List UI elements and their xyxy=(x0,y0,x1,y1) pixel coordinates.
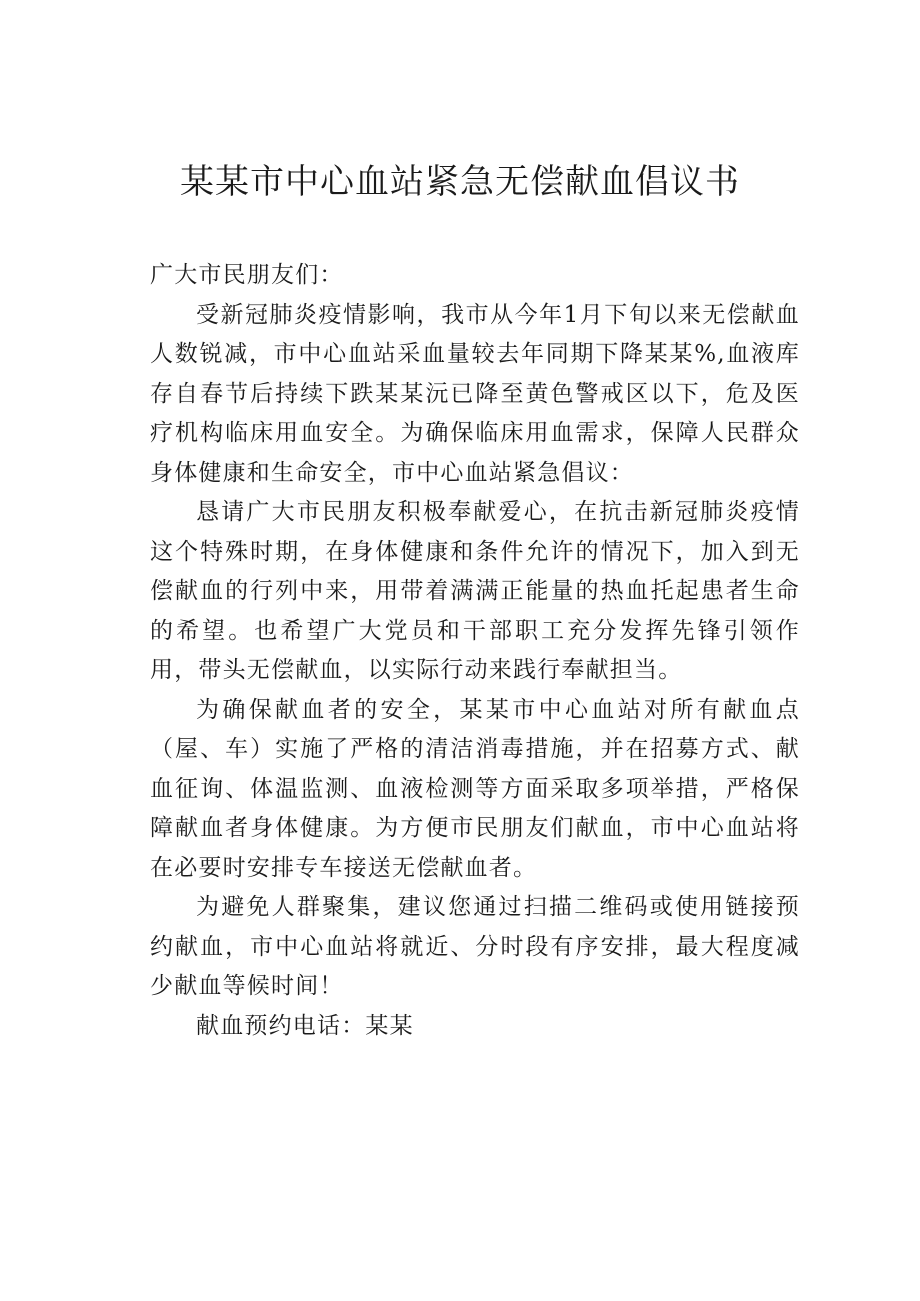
paragraph-appeal: 恳请广大市民朋友积极奉献爱心，在抗击新冠肺炎疫情这个特殊时期，在身体健康和条件允许的情况下，加入到无偿献血的行列中来，用带着满满正能量的热血托起患者生命的希望。也希望广大党员和干部职工充分发挥先锋引领作用，带头无偿献血，以实际行动来践行奉献担当。 xyxy=(150,499,800,683)
paragraph-situation: 受新冠肺炎疫情影响，我市从今年1月下旬以来无偿献血人数锐减，市中心血站采血量较去年同期下降某某%,血液库存自春节后持续下跌某某沅已降至黄色警戒区以下，危及医疗机构临床用血安全。为确保临床用血需求，保障人民群众身体健康和生命安全，市中心血站紧急倡议： xyxy=(150,301,800,486)
paragraph-safety-measures: 为确保献血者的安全，某某市中心血站对所有献血点（屋、车）实施了严格的清洁消毒措施，并在招募方式、献血征询、体温监测、血液检测等方面采取多项举措，严格保障献血者身体健康。为方便市民朋友们献血，市中心血站将在必要时安排专车接送无偿献血者。 xyxy=(150,696,800,881)
paragraph-phone: 献血预约电话：某某 xyxy=(196,1012,414,1039)
salutation: 广大市民朋友们： xyxy=(150,262,344,288)
paragraph-appointment: 为避免人群聚集，建议您通过扫描二维码或使用链接预约献血，市中心血站将就近、分时段有序安排，最大程度减少献血等候时间！ xyxy=(150,894,800,999)
document-title: 某某市中心血站紧急无偿献血倡议书 xyxy=(180,162,740,202)
document-body xyxy=(150,256,800,1046)
